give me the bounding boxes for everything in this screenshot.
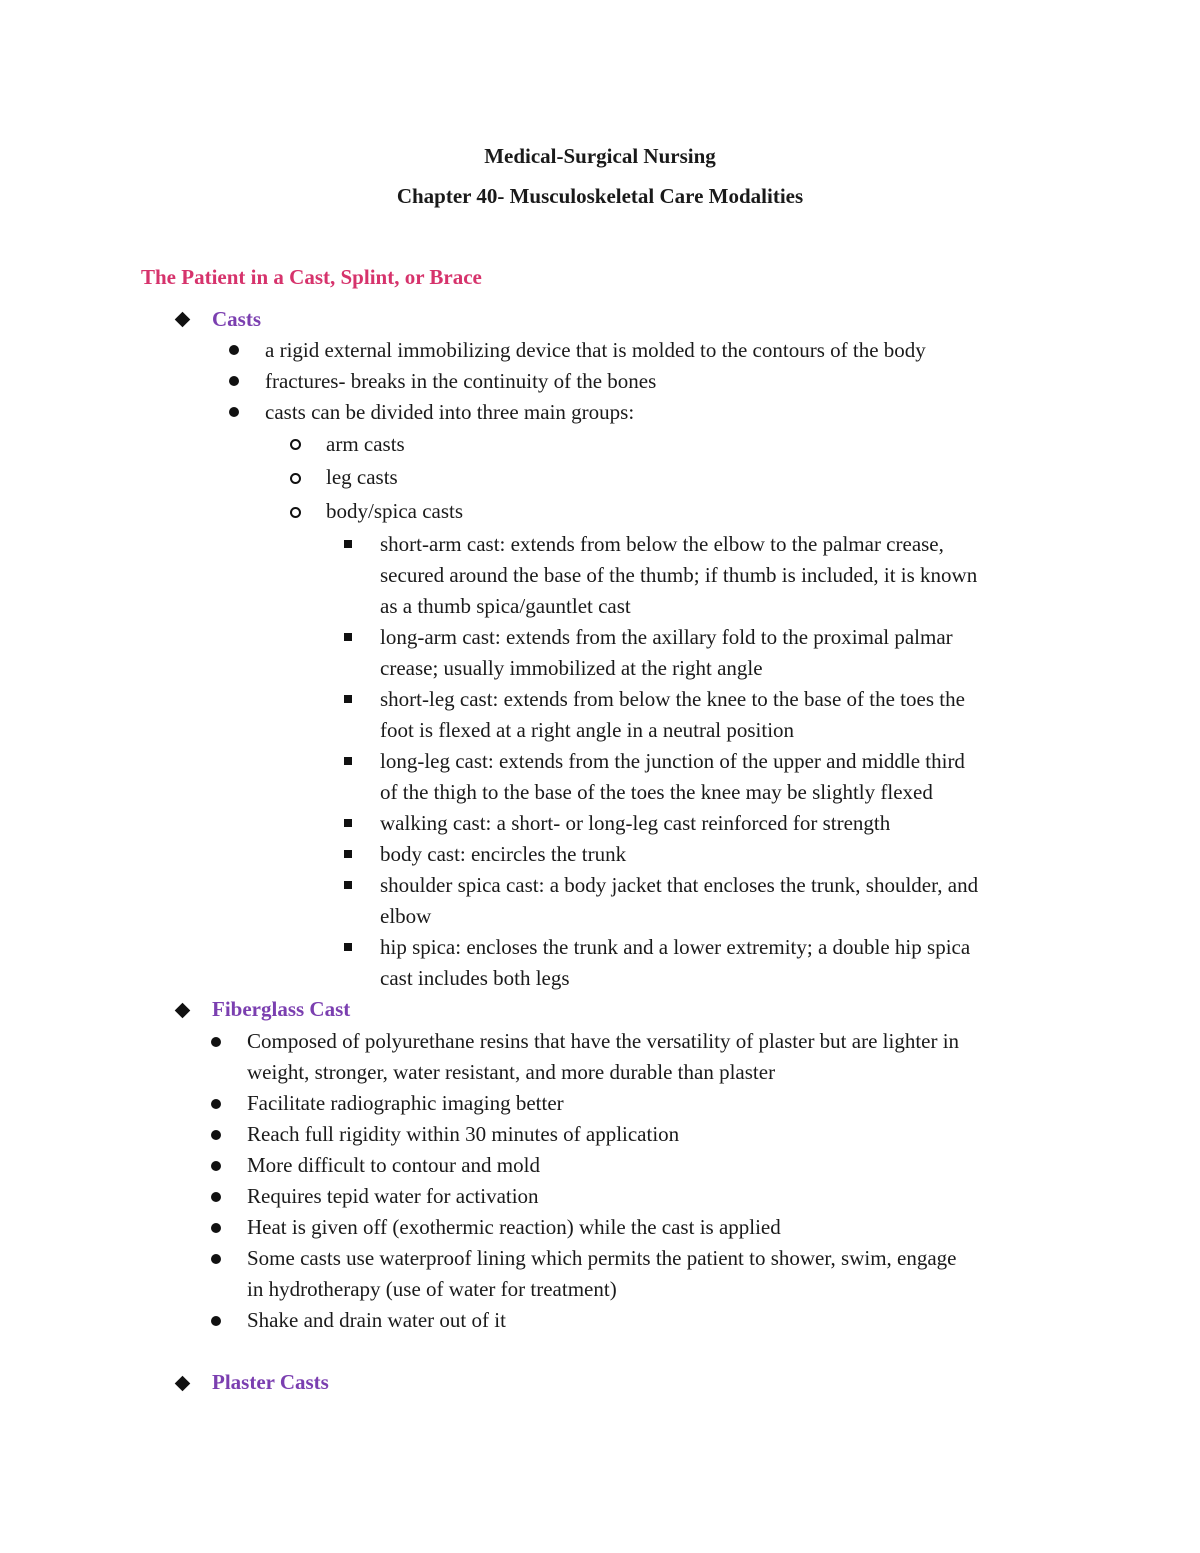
bullet-dot-icon	[211, 1223, 221, 1233]
bullet-dot-icon	[211, 1130, 221, 1140]
list-item: hip spica: encloses the trunk and a lower extremity; a double hip spica	[380, 935, 971, 959]
list-item: leg casts	[326, 465, 398, 489]
document-title: Medical-Surgical Nursing	[484, 144, 716, 168]
bullet-dot-icon	[229, 407, 239, 417]
plaster-heading: Plaster Casts	[212, 1370, 329, 1394]
list-item: More difficult to contour and mold	[247, 1153, 540, 1177]
list-item: a rigid external immobilizing device that is molded to the contours of the body	[265, 338, 926, 362]
bullet-circle-icon	[290, 473, 301, 484]
diamond-bullet-icon	[175, 312, 191, 328]
list-item-continuation: crease; usually immobilized at the right angle	[380, 656, 763, 680]
list-item: body cast: encircles the trunk	[380, 842, 627, 866]
list-item: short-leg cast: extends from below the knee to the base of the toes the	[380, 687, 965, 711]
list-item-continuation: weight, stronger, water resistant, and more durable than plaster	[247, 1060, 776, 1084]
bullet-dot-icon	[211, 1316, 221, 1326]
list-item-continuation: cast includes both legs	[380, 966, 570, 990]
list-item: fractures- breaks in the continuity of the bones	[265, 369, 657, 393]
diamond-bullet-icon	[175, 1003, 191, 1019]
list-item: Heat is given off (exothermic reaction) while the cast is applied	[247, 1215, 781, 1239]
list-item: Reach full rigidity within 30 minutes of application	[247, 1122, 680, 1146]
bullet-dot-icon	[229, 376, 239, 386]
diamond-bullet-icon	[175, 1376, 191, 1392]
list-item: walking cast: a short- or long-leg cast reinforced for strength	[380, 811, 891, 835]
list-item: Shake and drain water out of it	[247, 1308, 506, 1332]
list-item: long-arm cast: extends from the axillary fold to the proximal palmar	[380, 625, 953, 649]
bullet-square-icon	[344, 943, 352, 951]
bullet-square-icon	[344, 540, 352, 548]
list-item: casts can be divided into three main groups:	[265, 400, 635, 424]
bullet-dot-icon	[211, 1037, 221, 1047]
list-item-continuation: of the thigh to the base of the toes the knee may be slightly flexed	[380, 780, 933, 804]
list-item-continuation: in hydrotherapy (use of water for treatment)	[247, 1277, 617, 1301]
bullet-square-icon	[344, 633, 352, 641]
list-item-continuation: secured around the base of the thumb; if thumb is included, it is known	[380, 563, 978, 587]
list-item: arm casts	[326, 432, 405, 456]
bullet-square-icon	[344, 757, 352, 765]
bullet-dot-icon	[211, 1161, 221, 1171]
list-item: long-leg cast: extends from the junction of the upper and middle third	[380, 749, 965, 773]
list-item: Facilitate radiographic imaging better	[247, 1091, 564, 1115]
fiberglass-heading: Fiberglass Cast	[212, 997, 351, 1021]
list-item: Requires tepid water for activation	[247, 1184, 539, 1208]
section-heading: The Patient in a Cast, Splint, or Brace	[141, 265, 482, 289]
list-item-continuation: foot is flexed at a right angle in a neutral position	[380, 718, 795, 742]
bullet-square-icon	[344, 881, 352, 889]
list-item: shoulder spica cast: a body jacket that encloses the trunk, shoulder, and	[380, 873, 979, 897]
bullet-circle-icon	[290, 439, 301, 450]
bullet-dot-icon	[229, 345, 239, 355]
list-item: Some casts use waterproof lining which permits the patient to shower, swim, engage	[247, 1246, 957, 1270]
list-item: Composed of polyurethane resins that have the versatility of plaster but are lighter in	[247, 1029, 960, 1053]
casts-heading: Casts	[212, 307, 262, 331]
list-item-continuation: elbow	[380, 904, 432, 928]
document-subtitle: Chapter 40- Musculoskeletal Care Modalities	[396, 184, 804, 208]
bullet-dot-icon	[211, 1099, 221, 1109]
list-item: body/spica casts	[326, 499, 464, 523]
bullet-circle-icon	[290, 507, 301, 518]
bullet-dot-icon	[211, 1254, 221, 1264]
bullet-square-icon	[344, 695, 352, 703]
bullet-square-icon	[344, 819, 352, 827]
list-item: short-arm cast: extends from below the elbow to the palmar crease,	[380, 532, 944, 556]
bullet-dot-icon	[211, 1192, 221, 1202]
bullet-square-icon	[344, 850, 352, 858]
list-item-continuation: as a thumb spica/gauntlet cast	[380, 594, 631, 618]
